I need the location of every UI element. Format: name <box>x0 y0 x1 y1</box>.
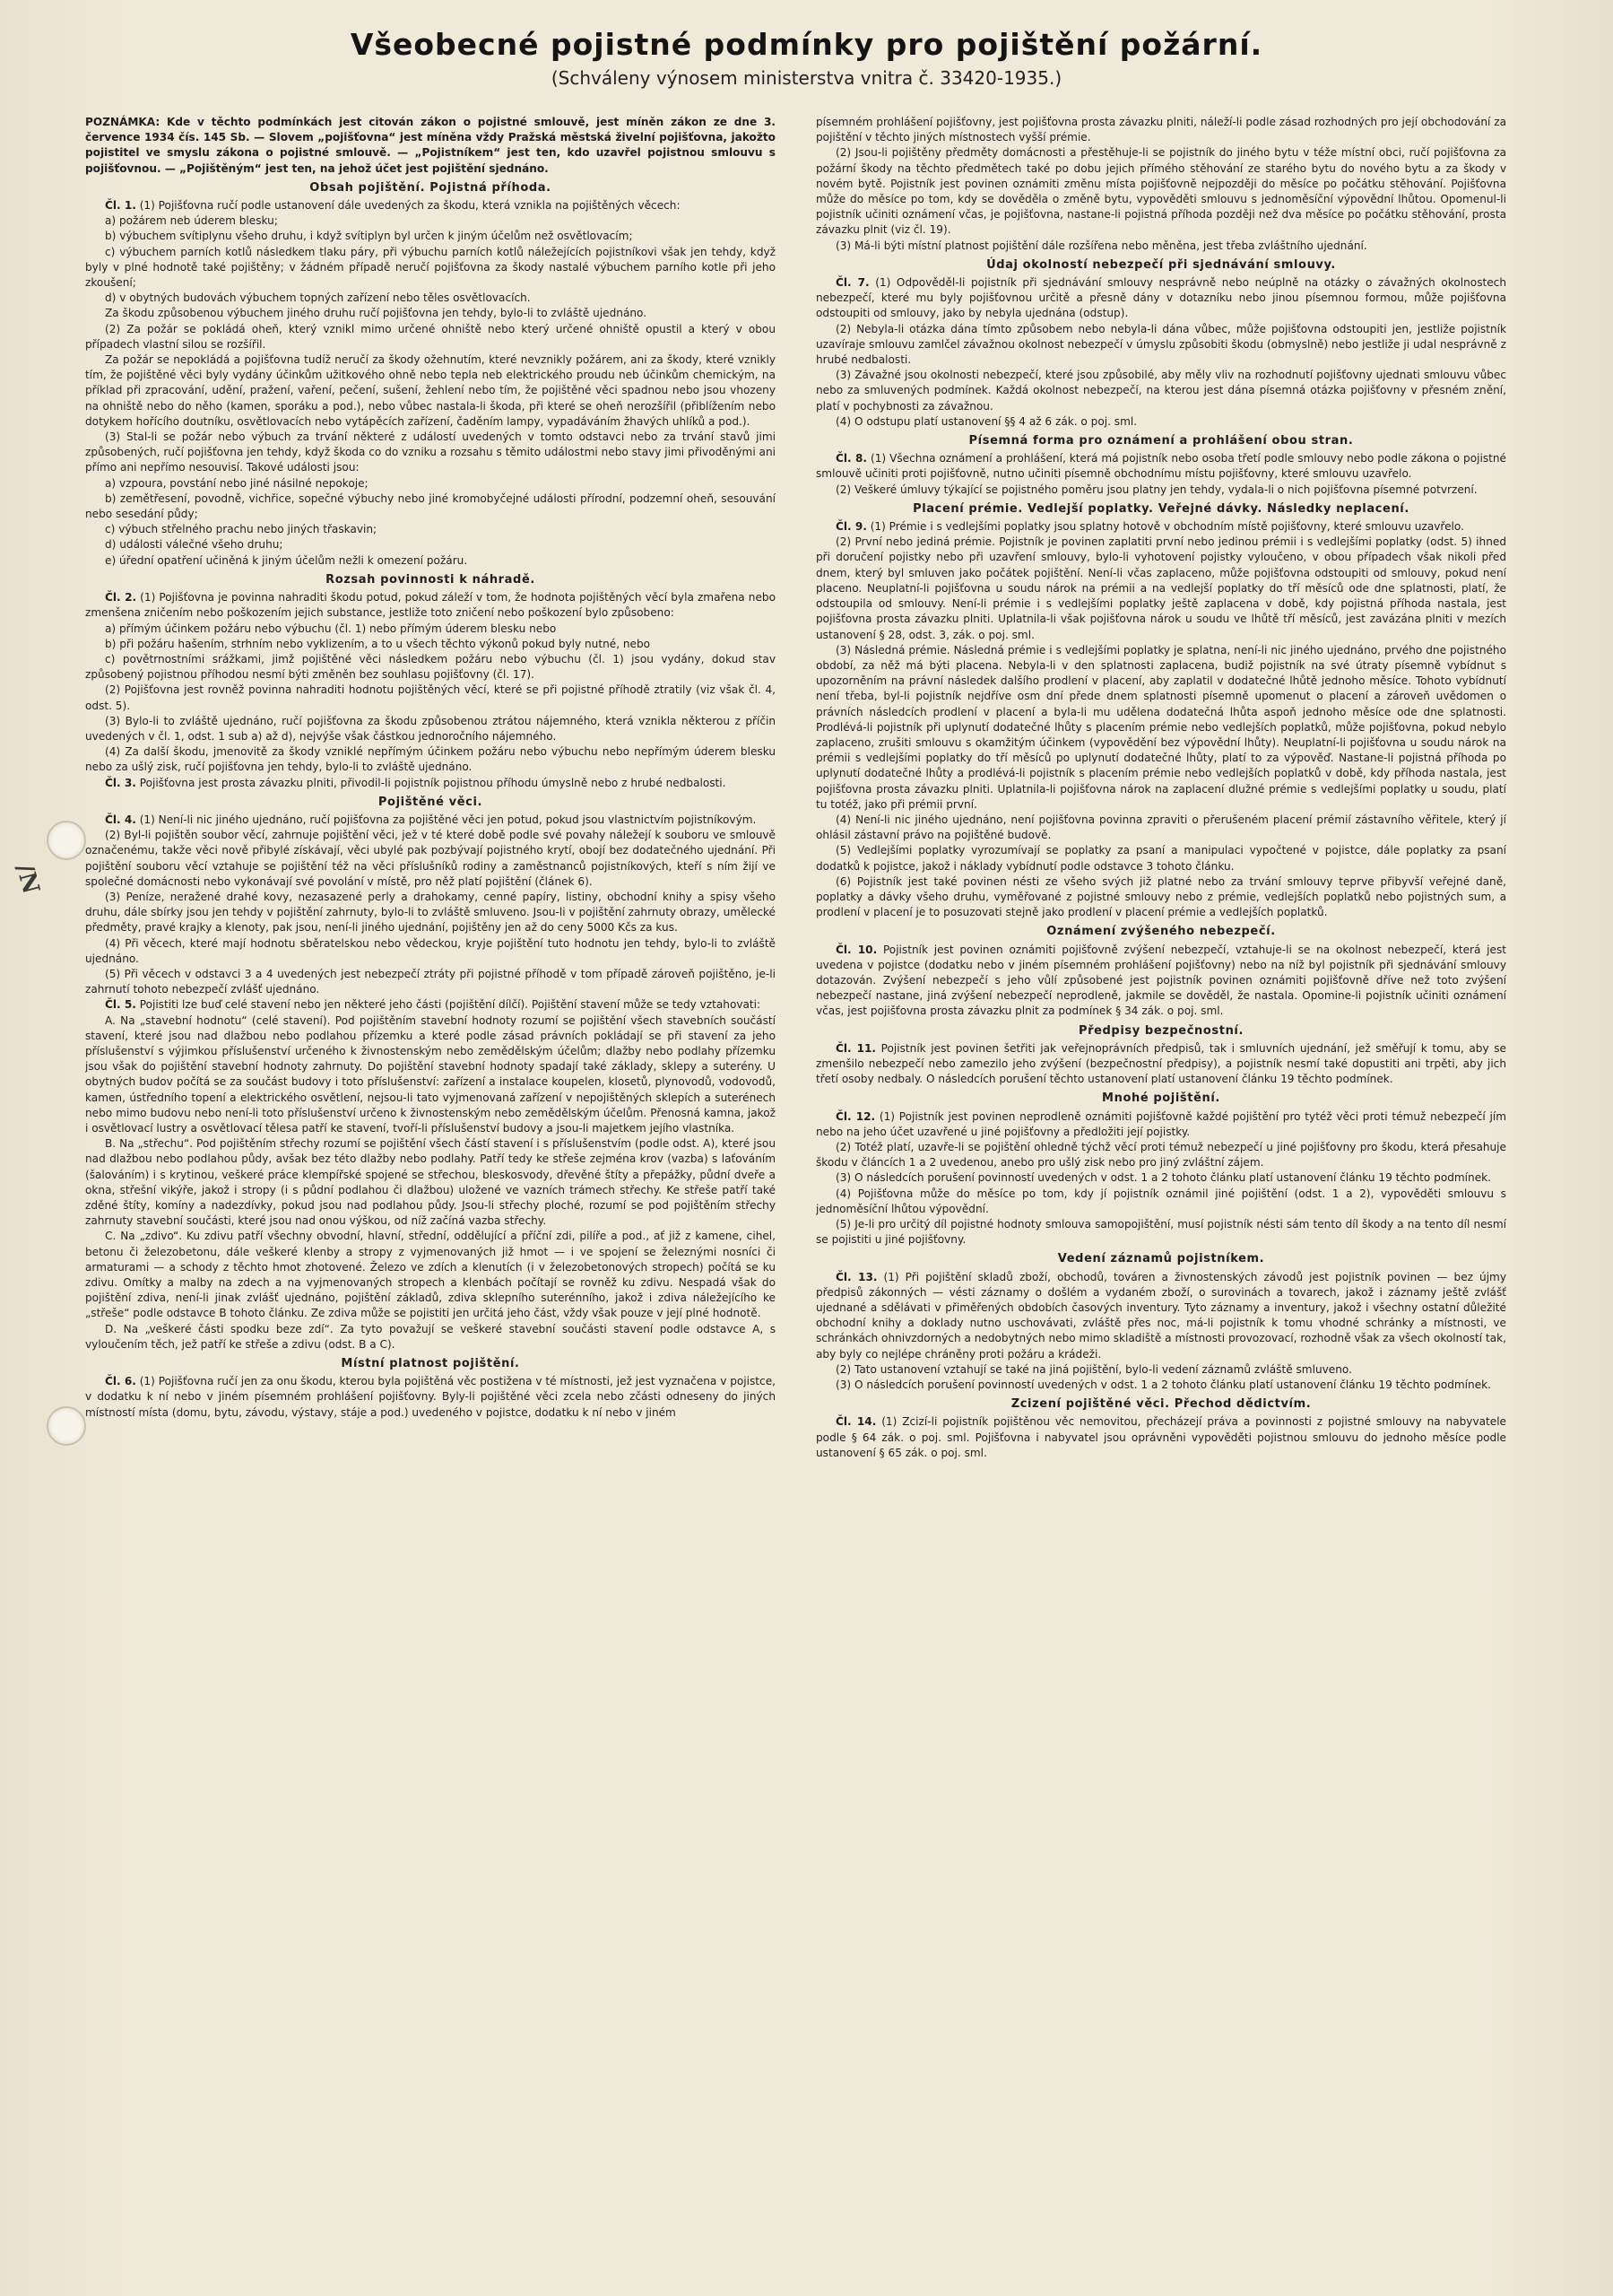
paragraph-text: (1) Není-li nic jiného ujednáno, ručí pojišťovna za pojištěné věci jen potud, pokud jsou vlastnictvím pojistníkovým. <box>139 813 757 826</box>
article-number: Čl. 10. <box>836 943 878 956</box>
article-number: Čl. 3. <box>105 776 136 789</box>
paragraph-text: (2) První nebo jediná prémie. Pojistník je povinen zaplatiti první nebo jedinou prémii i s vedlejšími poplatky (odst. 5) ihned při doručení pojistky nebo při uzavření smlouvy, bylo-li vyhotovení pojistky vyloučeno, v obou případech však nikoli před dnem, který byl smluven jako počátek pojištění. Není-li včas zaplaceno, může pojišťovna odstoupiti od smlouvy, pokud není placeno. Neuplatní-li pojišťovna u soudu nárok na prémii a na vedlejší poplatky do tří měsíců ode dne splatnosti, platí, že odstoupila od smlouvy. Není-li prémie i s vedlejšími poplatky ještě zaplacena v době, kdy pojistná příhoda nastala, jest pojišťovna prosta závazku plniti. Uplatnila-li však pojišťovna nárok u soudu ve lhůtě tří měsíců, jest zavázána plniti v mezích ustanovení § 28, odst. 3, zák. o poj. sml. <box>816 535 1506 641</box>
section-heading: Placení prémie. Vedlejší poplatky. Veřejné dávky. Následky neplacení. <box>913 501 1409 516</box>
text-paragraph <box>85 322 776 352</box>
text-paragraph <box>816 843 1506 874</box>
text-paragraph <box>816 1140 1506 1170</box>
section-heading: Místní platnost pojištění. <box>341 1357 520 1371</box>
paragraph-text: (4) O odstupu platí ustanovení §§ 4 až 6 zák. o poj. sml. <box>836 414 1138 428</box>
paragraph-text: Za požár se nepokládá a pojišťovna tudíž neručí za škody ožehnutím, které nevznikly požárem, ani za škody, které vznikly tím, že pojištěné věci byly vydány účinkům užitkového ohně nebo tepla neb elektrického proudu neb účinkům chemickým, na příklad při zpracování, udění, pražení, vaření, pečení, sušení, žehlení nebo tím, že pojištěné věci spadnou nebo jsou vhozeny na ohniště nebo do něho (kamen, sporáku a pod.), nebo vůbec nastala-li škoda, při které se oheň nerozšířil (přiblížením nebo dotykem hořícího doutníku, osvětlovacích nebo vytápěcích zařízení, čaděním lampy, vypadáváním žhavých uhlíků a pod.). <box>85 353 776 428</box>
text-paragraph <box>85 1374 776 1421</box>
document-subtitle: (Schváleny výnosem ministerstva vnitra č. 33420-1935.) <box>551 67 1062 89</box>
paragraph-text: (2) Nebyla-li otázka dána tímto způsobem nebo nebyla-li dána vůbec, může pojišťovna odstoupiti jen, jestliže pojistník uzavíraje smlouvu zamlčel závažnou okolnost nebezpečí v úmyslu způsobiti škodu (obmyslně) nebo jestliže ji udal nesprávně z hrubé nedbalosti. <box>816 322 1506 367</box>
paragraph-text: (2) Pojišťovna jest rovněž povinna nahraditi hodnotu pojištěných věcí, které se při pojistné příhodě ztratily (viz však čl. 4, odst. 5). <box>85 683 776 712</box>
section-heading: Oznámení zvýšeného nebezpečí. <box>1046 925 1276 939</box>
text-paragraph <box>816 943 1506 1020</box>
paragraph-text: Pojišťovna jest prosta závazku plniti, přivodil-li pojistník pojistnou příhodu úmyslně nebo z hrubé nedbalosti. <box>139 776 726 789</box>
paragraph-text: A. Na „stavební hodnotu“ (celé stavení). Pod pojištěním stavební hodnoty rozumí se pojištění všech stavebních součástí stavení, které jsou nad dlažbou nebo podlahou přízemku a které podle zásad právních pokládají se při stavení za jeho příslušenství s výjimkou příslušenství určeného k živnostenským nebo zemědělským účelům; dlažby nebo podlahy přízemku jsou však do pojištění stavební hodnoty zahrnuty. Do pojištění stavební hodnoty spadají také základy, sklepy a suterény. U obytných budov počítá se za součást budovy i toto příslušenství: zařízení a instalace koupelen, klosetů, plynovodů, vodovodů, kamen, ústředního topení a elektrického osvětlení, nejsou-li tato vyjmenovaná zařízení v nepojištěných sklepích a suterénech nebo mimo budovu nebo není-li toto příslušenství určeno k živnostenským nebo zemědělským účelům. Přenosná kamna, jakož i osvětlovací lustry a osvětlovací tělesa patří ke stavení, tvoří-li příslušenství budovy a jsou-li majetkem jejího vlastníka. <box>85 1013 776 1135</box>
paragraph-text: (3) Bylo-li to zvláště ujednáno, ručí pojišťovna za škodu způsobenou ztrátou nájemného, která vznikla některou z příčin uvedených v čl. 1, odst. 1 sub a) až d), nejvýše však částkou jednoročního nájemného. <box>85 714 776 743</box>
text-paragraph <box>85 306 776 321</box>
punch-hole-bottom <box>47 1406 86 1446</box>
paragraph-text: B. Na „střechu“. Pod pojištěním střechy rozumí se pojištění všech částí stavení i s příslušenstvím (podle odst. A), které jsou nad dlažbou nebo podlahou půdy, avšak bez této dlažby nebo podlahy. Patří tedy ke střeše zejména krov (vazba) s laťováním (šalováním) i s krytinou, veškeré práce klempířské spojené se střechou, bleskosvody, dřevěné štíty a přepážky, půdní dveře a okna, střešní vikýře, jakož i stropy (i s půdní podlahou či dlažbou) uložené ve vazních trámech střechy. Ke střeše patří také zděné štíty, komíny a nadezdívky, pokud jsou nad podlahou půdy. Jsou-li střechy ploché, rozumí se pod pojištěním střechy zahrnuty stavební součásti, které jsou nad onou výškou, od níž začíná vazba střechy. <box>85 1137 776 1228</box>
text-paragraph <box>85 430 776 476</box>
text-paragraph <box>816 1109 1506 1140</box>
paragraph-text: (2) Totéž platí, uzavře-li se pojištění ohledně týchž věcí proti témuž nebezpečí u jiné pojišťovny pro škodu, která přesahuje škodu v článcích 1 a 2 uvedenou, anebo pro ušlý zisk nebo pro jiný zvláštní zájem. <box>816 1141 1506 1170</box>
paragraph-text: e) úřední opatření učiněná k jiným účelům nežli k omezení požáru. <box>105 553 468 567</box>
punch-hole-top <box>47 821 86 860</box>
paragraph-text: (3) O následcích porušení povinností uvedených v odst. 1 a 2 tohoto článku platí ustanovení článku 19 těchto podmínek. <box>836 1378 1491 1392</box>
paragraph-text: písemném prohlášení pojišťovny, jest pojišťovna prosta závazku plniti, náleží-li podle zásad rozhodných pro její obchodování za pojištění v těchto jiných místnostech vyšší prémie. <box>816 116 1506 144</box>
paragraph-text: c) výbuch střelného prachu nebo jiných třaskavin; <box>105 523 377 536</box>
paragraph-text: (4) Za další škodu, jmenovitě za škody vzniklé nepřímým účinkem požáru nebo výbuchu nebo nepřímým úderem blesku nebo za ušlý zisk, ručí pojišťovna jen tehdy, bylo-li to zvláště ujednáno. <box>85 745 776 774</box>
text-paragraph <box>85 198 776 213</box>
paragraph-text: (1) Odpověděl-li pojistník při sjednávání smlouvy nesprávně nebo neúplně na otázky o závažných okolnostech nebezpečí, které mu byly pojišťovnou určitě a přesně dány v dotazníku nebo jinou písemnou formou, může pojišťovna odstoupiti od smlouvy, jako by nebyla ujednána (odstup). <box>816 276 1506 320</box>
paragraph-text: (4) Není-li nic jiného ujednáno, není pojišťovna povinna zpraviti o přerušeném placení prémií zástavního věřitele, který jí ohlásil zástavní právo na pojištěné budově. <box>816 813 1506 842</box>
text-paragraph <box>85 776 776 791</box>
text-paragraph <box>85 590 776 621</box>
text-paragraph <box>816 1170 1506 1186</box>
document-header <box>0 27 1613 89</box>
paragraph-text: (1) Pojistník jest povinen neprodleně oznámiti pojišťovně každé pojištění pro tytéž věci proti témuž nebezpečí jím nebo na jeho účet uzavřené u jiné pojišťovny a předložiti její pojistky. <box>816 1109 1506 1138</box>
article-number: Čl. 12. <box>836 1109 876 1123</box>
text-paragraph <box>85 652 776 683</box>
paragraph-text: (1) Pojišťovna ručí podle ustanovení dále uvedených za škodu, která vznikla na pojištěných věcech: <box>139 199 681 213</box>
paragraph-text: C. Na „zdivo“. Ku zdivu patří všechny obvodní, hlavní, střední, oddělující a příční zdi, pilíře a pod., ať již z kamene, cihel, betonu či železobetonu, dále veškeré klenby a stropy z vyjmenovaných již hmot — i ve spojení se železnými nosníci či armaturami — a schody z těchto hmot zhotovené. Železo ve zdích a klenutích (i v železobetonových stropech) počítá se ku zdivu. Omítky a malby na zdech a na vyjmenovaných stropech a klenbách počítají se rovněž ku zdivu. Nespadá však do pojištění zdiva, není-li jinak zvlášť ujednáno, pojištění základů, zdiva sklepního suterénního, jakož i zdiva náležejícího ke „střeše“ podle odstavce B tohoto článku. Ze zdiva může se pojistiti jen určitá jeho část, vždy však pouze v její plné hodnotě. <box>85 1230 776 1320</box>
text-paragraph <box>85 714 776 744</box>
left-column <box>85 115 776 2276</box>
text-paragraph <box>85 522 776 537</box>
paragraph-text: (3) Závažné jsou okolnosti nebezpečí, které jsou způsobilé, aby měly vliv na rozhodnutí pojišťovny ujednati smlouvu vůbec nebo za smluvených podmínek. Každá okolnost nebezpečí, na kterou jest dána písemná otázka pojišťovny v přesném znění, platí v pochybnosti za závažnou. <box>816 369 1506 413</box>
text-paragraph <box>85 491 776 522</box>
section-heading: Obsah pojištění. Pojistná příhoda. <box>309 180 551 195</box>
text-paragraph <box>85 229 776 244</box>
section-heading: Pojištěné věci. <box>377 795 483 809</box>
text-paragraph <box>816 1362 1506 1378</box>
text-paragraph <box>816 368 1506 414</box>
paragraph-text: c) povětrnostními srážkami, jimž pojištěné věci následkem požáru nebo výbuchu (čl. 1) jsou vydány, dokud stav způsobený pojistnou příhodou nesmí býti změněn bez souhlasu pojišťovny (čl. 17). <box>85 652 776 682</box>
text-paragraph <box>85 1013 776 1137</box>
paragraph-text: (1) Prémie i s vedlejšími poplatky jsou splatny hotově v obchodním místě pojišťovny, které smlouvu uzavřelo. <box>870 520 1464 534</box>
text-paragraph <box>85 637 776 652</box>
margin-handwritten-mark: /N <box>10 861 45 897</box>
paragraph-text: d) události válečné všeho druhu; <box>105 538 283 552</box>
paragraph-text: (1) Zcizí-li pojistník pojištěnou věc nemovitou, přecházejí práva a povinnosti z pojistné smlouvy na nabyvatele podle § 64 zák. o poj. sml. Pojišťovna i nabyvatel jsou oprávněni vypověděti pojistnou smlouvu do jednoho měsíce podle ustanovení § 65 zák. o poj. sml. <box>816 1415 1506 1459</box>
section-heading: Předpisy bezpečnostní. <box>1078 1023 1244 1038</box>
text-paragraph <box>85 683 776 713</box>
text-paragraph <box>85 553 776 569</box>
paragraph-text: c) výbuchem parních kotlů následkem tlaku páry, při výbuchu parních kotlů náležejících pojistníkovi však jen tehdy, když byly v plné hodnotě také pojištěny; v žádném případě neručí pojišťovna za škody nastalé výbuchem parního kotle při jeho zkoušení; <box>85 245 776 290</box>
paragraph-text: (5) Při věcech v odstavci 3 a 4 uvedených jest nebezpečí ztráty při pojistné příhodě v tom případě zároveň pojištěno, je-li zahrnutí tohoto nebezpečí zvlášť ujednáno. <box>85 967 776 996</box>
article-number: Čl. 13. <box>836 1270 878 1283</box>
paragraph-text: (4) Pojišťovna může do měsíce po tom, kdy jí pojistník oznámil jiné pojištění (odst. 1 a 2), vypověděti smlouvu s jednoměsíční lhůtou výpovědní. <box>816 1187 1506 1215</box>
article-number: Čl. 11. <box>836 1041 877 1055</box>
paragraph-text: (4) Při věcech, které mají hodnotu sběratelskou nebo vědeckou, kryje pojištění tuto hodnotu jen tehdy, bylo-li to zvláště ujednáno. <box>85 936 776 965</box>
paragraph-text: Za škodu způsobenou výbuchem jiného druhu ručí pojišťovna jen tehdy, bylo-li to zvláště ujednáno. <box>105 307 647 320</box>
text-paragraph <box>816 1041 1506 1088</box>
section-heading: Mnohé pojištění. <box>1102 1091 1220 1106</box>
text-paragraph <box>816 322 1506 369</box>
article-number: Čl. 14. <box>836 1415 877 1429</box>
text-paragraph <box>85 622 776 637</box>
paragraph-text: d) v obytných budovách výbuchem topných zařízení nebo těles osvětlovacích. <box>105 291 531 305</box>
text-paragraph <box>85 352 776 430</box>
text-paragraph <box>85 537 776 552</box>
paragraph-text: (1) Pojišťovna ručí jen za onu škodu, kterou byla pojištěná věc postižena v té místnosti, jež jest vyznačena v pojistce, v dodatku k ní nebo v jiném písemném prohlášení pojišťovny. Byly-li pojištěné věci zcela nebo zčásti odneseny do jiných místností místa (domu, bytu, závodu, výstavy, stáje a pod.) uvedeného v pojistce, dodatku k ní nebo v jiném <box>85 1375 776 1419</box>
text-paragraph <box>816 1270 1506 1362</box>
text-paragraph <box>816 239 1506 254</box>
article-number: Čl. 8. <box>836 452 867 465</box>
section-heading: Vedení záznamů pojistníkem. <box>1057 1252 1265 1266</box>
article-number: Čl. 5. <box>105 998 136 1012</box>
text-paragraph <box>85 1229 776 1321</box>
text-paragraph <box>816 1378 1506 1393</box>
text-paragraph <box>816 643 1506 813</box>
text-paragraph <box>85 291 776 306</box>
document-title: Všeobecné pojistné podmínky pro pojištění požární. <box>350 27 1263 62</box>
right-column <box>816 115 1506 2276</box>
paragraph-text: (3) Stal-li se požár nebo výbuch za trvání některé z událostí uvedených v tomto odstavci nebo za trvání stavů jimi způsobených, ručí pojišťovna jen tehdy, když škoda co do vzniku a rozsahu s těmito událostmi nebo stavy jimi přivoděnými ani přímo ani nepřímo nesouvisí. Takové události jsou: <box>85 430 776 474</box>
paragraph-text: b) výbuchem svítiplynu všeho druhu, i když svítiplyn byl určen k jiným účelům než osvětlovacím; <box>105 230 633 243</box>
article-number: Čl. 2. <box>105 591 137 604</box>
paragraph-text: b) zemětřesení, povodně, vichřice, sopečné výbuchy nebo jiné kromobyčejné události přírodní, podzemní oheň, sesouvání nebo sesedání půdy; <box>85 491 776 521</box>
text-paragraph <box>816 275 1506 322</box>
text-paragraph <box>85 828 776 890</box>
paragraph-text: (1) Všechna oznámení a prohlášení, která má pojistník nebo osoba třetí podle smlouvy nebo podle zákona o pojistné smlouvě učiniti proti pojišťovně, nutno učiniti písemně obchodnímu místu pojišťovny, které smlouvu uzavřelo. <box>816 452 1506 481</box>
article-number: Čl. 9. <box>836 520 867 534</box>
article-number: Čl. 4. <box>105 813 136 826</box>
paragraph-text: D. Na „veškeré části spodku beze zdí“. Za tyto považují se veškeré stavební součásti stavení podle odstavce A, s vyloučením těch, jež patří ke střeše a zdivu (odst. B a C). <box>85 1322 776 1351</box>
text-paragraph <box>816 813 1506 843</box>
text-paragraph <box>85 476 776 491</box>
paragraph-text: Pojistiti lze buď celé stavení nebo jen některé jeho části (pojištění dílčí). Pojištění stavení může se tedy vztahovati: <box>139 998 761 1012</box>
section-heading: Rozsah povinnosti k náhradě. <box>325 572 535 587</box>
text-paragraph <box>816 535 1506 642</box>
text-paragraph <box>85 245 776 291</box>
paragraph-text: Pojistník jest povinen oznámiti pojišťovně zvýšení nebezpečí, vztahuje-li se na okolnost nebezpečí, která jest uvedena v pojistce (dodatku nebo v jiném písemném prohlášení pojišťovny) nebo na níž byl pojistník při sjednávání smlouvy dotazován. Zvýšení nebezpečí s jeho vůlí způsobené jest pojistník povinen oznámiti pojišťovně dříve než toto zvýšení nebezpečí nastane, jiná zvýšení nebezpečí neprodleně, jakmile se dověděl, že nastala. Opomine-li pojistník učiniti oznámení včas, jest pojišťovna prosta závazku plnit za podmínek § 34 zák. o poj. sml. <box>816 943 1506 1018</box>
paragraph-text: (2) Tato ustanovení vztahují se také na jiná pojištění, bylo-li vedení záznamů zvláště smluveno. <box>836 1362 1352 1376</box>
paragraph-text: (3) Následná prémie. Následná prémie i s vedlejšími poplatky je splatna, není-li nic jiného ujednáno, prvého dne pojistného období, za něž má býti placena. Nebyla-li v den splatnosti zaplacena, budiž pojistník na své útraty písemně vybídnut s upozorněním na právní následek dalšího prodlení v placení, aby zaplatil v dodatečné lhůtě jednoho měsíce. Tohoto vybídnutí není třeba, byl-li pojistník nejdříve osm dní přede dnem splatnosti písemně upomenut o placení a zároveň uvědomen o právních následcích prodlení v placení a byla-li mu udělena dodatečná lhůta aspoň jednoho měsíce ode dne splatnosti. Prodlévá-li pojistník při uplynutí dodatečné lhůty s placením prémie nebo vedlejších poplatků, může pojišťovna, pokud nebylo zaplaceno, zrušiti smlouvu s okamžitým účinkem (vypovědění bez výpovědní lhůty). Neuplatní-li pojišťovna u soudu nárok na prémii s vedlejšími poplatky do tří měsíců po uplynutí dodatečné lhůty, platí to za výpověď. Nastane-li pojistná příhoda po uplynutí dodatečné lhůty a prodlévá-li pojistník s placením prémie nebo vedlejších poplatků v době, kdy příhoda nastala, jest pojišťovna prosta závazku plniti. Uplatnila-li pojišťovna nárok na zaplacení dlužné prémie s vedlejšími poplatky u soudu, platí tu totéž, jako při prémii první. <box>816 643 1506 811</box>
section-heading: Písemná forma pro oznámení a prohlášení obou stran. <box>968 434 1354 448</box>
text-paragraph <box>816 519 1506 535</box>
article-number: Čl. 7. <box>836 276 870 290</box>
paragraph-text: a) přímým účinkem požáru nebo výbuchu (čl. 1) nebo přímým úderem blesku nebo <box>105 622 557 635</box>
text-paragraph <box>816 1217 1506 1248</box>
section-heading: Údaj okolností nebezpečí při sjednávání smlouvy. <box>986 257 1336 272</box>
paragraph-text: (6) Pojistník jest také povinen nésti ze všeho svých již platné nebo za trvání smlouvy teprve přibyvší veřejné daně, poplatky a dávky všeho druhu, vyměřované z pojistné smlouvy nebo z prémie, vedlejších poplatků nebo pojistných sum, a prodlení v placení je to posuzovati stejně jako prodlení v placení prémie a vedlejších poplatků. <box>816 874 1506 919</box>
text-paragraph <box>85 890 776 936</box>
paragraph-text: (2) Za požár se pokládá oheň, který vznikl mimo určené ohniště nebo který určené ohniště opustil a který v obou případech vlastní silou se rozšířil. <box>85 322 776 351</box>
note-paragraph <box>85 115 776 177</box>
paragraph-text: (3) Peníze, neražené drahé kovy, nezasazené perly a drahokamy, cenné papíry, listiny, obchodní knihy a spisy všeho druhu, dále sbírky jsou jen tehdy v pojištění zahrnuty, bylo-li to zvláště smluveno. Jsou-li v pojištění zahrnuty obrazy, umělecké předměty, pravé krajky a klenoty, pak jsou, není-li jiného ujednání, pojištěny jen až do ceny 5000 Kčs za kus. <box>85 890 776 935</box>
text-paragraph <box>85 1136 776 1229</box>
text-paragraph <box>816 1187 1506 1217</box>
paragraph-text: (3) O následcích porušení povinností uvedených v odst. 1 a 2 tohoto článku platí ustanovení článku 19 těchto podmínek. <box>836 1171 1491 1185</box>
text-paragraph <box>816 145 1506 238</box>
paragraph-text: (2) Byl-li pojištěn soubor věcí, zahrnuje pojištění věci, jež v té které době podle své povahy náležejí k souboru ve smlouvě označenému, takže věci nově přibylé získávají, věci ubylé pak pozbývají pojistného krytí, obojí bez dodatečného ujednání. Při pojištění souboru věcí vztahuje se pojištění též na věci příslušníků rodiny a zaměstnanců pojistníkových, kteří s ním žijí ve společné domácnosti nebo vykonávají své povolání v místě, pro něž platí pojištění (článek 6). <box>85 829 776 888</box>
text-paragraph <box>816 1414 1506 1461</box>
text-paragraph <box>85 1322 776 1352</box>
text-paragraph <box>85 997 776 1013</box>
paragraph-text: a) požárem neb úderem blesku; <box>105 214 278 228</box>
paragraph-text: (5) Je-li pro určitý díl pojistné hodnoty smlouva samopojištění, musí pojistník nésti sám tento díl škody a na tento díl nesmí se pojistiti u jiné pojišťovny. <box>816 1218 1506 1247</box>
section-heading: Zcizení pojištěné věci. Přechod dědictvím. <box>1010 1397 1312 1412</box>
text-paragraph <box>85 936 776 967</box>
text-paragraph <box>85 744 776 775</box>
text-paragraph <box>816 483 1506 498</box>
paragraph-text: (2) Veškeré úmluvy týkající se pojistného poměru jsou platny jen tehdy, vydala-li o nich pojišťovna písemné potvrzení. <box>836 483 1478 496</box>
text-paragraph <box>816 874 1506 921</box>
text-paragraph <box>816 451 1506 482</box>
paragraph-text: (1) Pojišťovna je povinna nahraditi škodu potud, pokud záleží v tom, že hodnota pojištěných věcí byla zmařena nebo zmenšena zničením nebo poškozením jejich substance, jestliže toto zničení nebo poškození bylo způsobeno: <box>85 591 776 620</box>
text-paragraph <box>816 414 1506 430</box>
paragraph-text: (3) Má-li býti místní platnost pojištění dále rozšířena nebo měněna, jest třeba zvláštního ujednání. <box>836 239 1367 252</box>
paragraph-text: Pojistník jest povinen šetřiti jak veřejnoprávních předpisů, tak i smluvních ujednání, jež směřují k tomu, aby se zmenšilo nebezpečí nebo zamezilo jeho zvýšení (bezpečnostní předpisy), a pojistník nesmí také dopustiti ani trpěti, aby jich třetí osoby nedbaly. O následcích porušení těchto ustanovení platí ustanovení článku 19 těchto podmínek. <box>816 1041 1506 1086</box>
paragraph-text: a) vzpoura, povstání nebo jiné násilné nepokoje; <box>105 476 369 490</box>
paragraph-text: (1) Při pojištění skladů zboží, obchodů, továren a živnostenských závodů jest pojistník povinen — bez újmy předpisů zákonných — vésti záznamy o došlém a vydaném zboží, o surovinách a tovarech, jakož i záznamy ještě zvlášť ujednané a sdělávati v přiměřených obdobích časových inventury. Tyto záznamy a inventury, jakož i všechny ostatní důležité obchodní knihy a doklady nutno uschovávati, zvláště přes noc, má-li pojistník k tomu vhodné schránky a místnosti, ve schránkách ohnivzdorných a nedobytných nebo mimo skladiště a místnosti provozovací, rozhodně však za všech okolností tak, aby byly co nejlépe chráněny proti požáru a krádeži. <box>816 1270 1506 1361</box>
text-paragraph <box>85 213 776 229</box>
paragraph-text: (2) Jsou-li pojištěny předměty domácnosti a přestěhuje-li se pojistník do jiného bytu v téže místní obci, ručí pojišťovna za požární škody na těchto předmětech také po dobu jejich přímého stěhování ze starého bytu do nového bytu a za škody v novém bytě. Pojistník jest povinen oznámiti změnu místa pojišťovně nejpozději do měsíce po počátku stěhování. Pojišťovna může do měsíce po tom, kdy se dověděla o změně bytu, vypověděti smlouvu s jednoměsíční výpovědní lhůtou. Opomenul-li pojistník učiniti oznámení včas, je pojišťovna, nastane-li pojistná příhoda později než dva měsíce po počátku stěhování, prosta závazku plnit (viz čl. 19). <box>816 146 1506 237</box>
article-number: Čl. 6. <box>105 1375 136 1388</box>
paragraph-text: b) při požáru hašením, strhním nebo vyklizením, a to u všech těchto výkonů pokud byly nutné, nebo <box>105 637 651 650</box>
article-number: Čl. 1. <box>105 199 136 213</box>
text-paragraph <box>816 115 1506 145</box>
text-paragraph <box>85 967 776 997</box>
paragraph-text: (5) Vedlejšími poplatky vyrozumívají se poplatky za psaní a manipulaci vypočtené v pojistce, dále poplatky za psaní dodatků k pojistce, jakož i náklady vybídnutí podle odstavce 3 tohoto článku. <box>816 844 1506 873</box>
text-paragraph <box>85 813 776 828</box>
paragraph-text: POZNÁMKA: Kde v těchto podmínkách jest citován zákon o pojistné smlouvě, jest míněn zákon ze dne 3. července 1934 čís. 145 Sb. — Slovem „pojišťovna“ jest míněna vždy Pražská městská živelní pojišťovna, jakožto pojistitel ve smyslu zákona o pojistné smlouvě. — „Pojistníkem“ jest ten, kdo uzavřel pojistnou smlouvu s pojišťovnou. — „Pojištěným“ jest ten, na jehož účet jest pojištění sjednáno. <box>85 116 776 175</box>
